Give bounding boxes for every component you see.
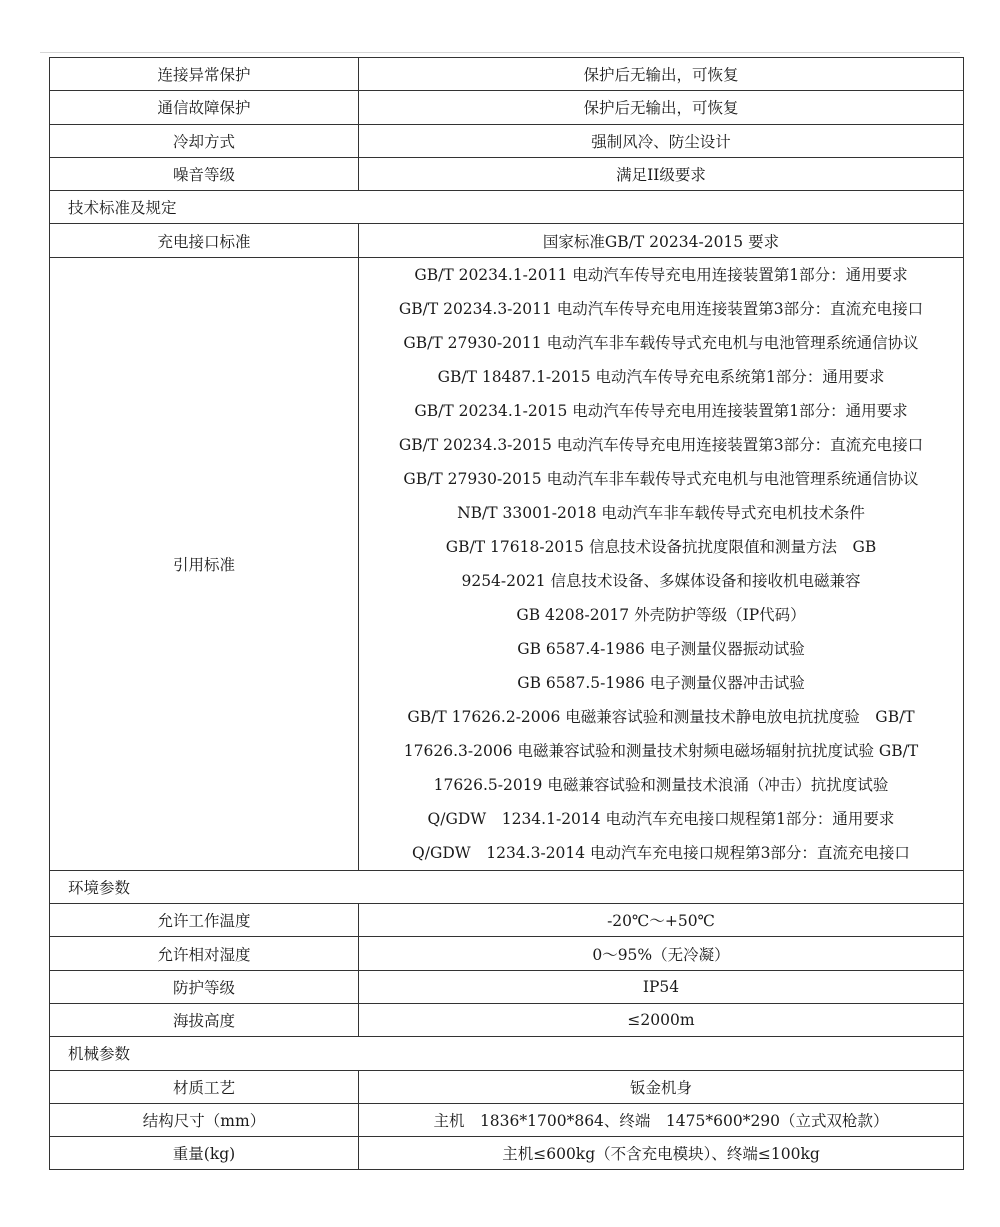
row-value: 满足II级要求 [359, 157, 964, 190]
standard-line: GB/T 17618-2015 信息技术设备抗扰度限值和测量方法 GB [445, 537, 877, 556]
table-row [50, 937, 964, 970]
section-header-tech [50, 191, 964, 224]
row-value: 保护后无输出，可恢复 [359, 58, 964, 91]
row-value: 保护后无输出，可恢复 [359, 91, 964, 124]
standard-line: GB/T 27930-2015 电动汽车非车载传导式充电机与电池管理系统通信协议 [403, 469, 919, 488]
row-value: 国家标准GB/T 20234-2015 要求 [359, 224, 964, 257]
standard-line: GB/T 20234.1-2015 电动汽车传导充电用连接装置第1部分：通用要求 [414, 401, 908, 420]
cited-standards-row [50, 257, 964, 870]
row-label: 重量(kg) [50, 1137, 359, 1170]
standard-line: Q/GDW 1234.3-2014 电动汽车充电接口规程第3部分：直流充电接口 [412, 843, 910, 862]
cited-standards-list [359, 257, 964, 870]
standard-line: GB/T 20234.3-2011 电动汽车传导充电用连接装置第3部分：直流充电接口 [398, 299, 924, 318]
row-value: 主机 1836*1700*864、终端 1475*600*290（立式双枪款） [359, 1103, 964, 1136]
row-label: 冷却方式 [50, 124, 359, 157]
standard-line: 17626.3-2006 电磁兼容试验和测量技术射频电磁场辐射抗扰度试验 GB/T [403, 741, 919, 760]
standard-line: GB/T 20234.1-2011 电动汽车传导充电用连接装置第1部分：通用要求 [414, 265, 908, 284]
standard-line: GB 6587.4-1986 电子测量仪器振动试验 [517, 639, 805, 658]
row-label: 引用标准 [50, 257, 359, 870]
table-row [50, 157, 964, 190]
table-row [50, 970, 964, 1003]
table-row [50, 1137, 964, 1170]
table-row [50, 224, 964, 257]
row-label: 结构尺寸（mm） [50, 1103, 359, 1136]
standard-line: Q/GDW 1234.1-2014 电动汽车充电接口规程第1部分：通用要求 [427, 809, 895, 828]
row-value: 钣金机身 [359, 1070, 964, 1103]
standard-line: GB/T 18487.1-2015 电动汽车传导充电系统第1部分：通用要求 [437, 367, 885, 386]
row-value: 0～95%（无冷凝） [359, 937, 964, 970]
section-title: 环境参数 [50, 870, 964, 903]
row-label: 连接异常保护 [50, 58, 359, 91]
table-row [50, 58, 964, 91]
standard-line: 9254-2021 信息技术设备、多媒体设备和接收机电磁兼容 [461, 571, 861, 590]
row-label: 通信故障保护 [50, 91, 359, 124]
standard-line: GB/T 20234.3-2015 电动汽车传导充电用连接装置第3部分：直流充电接口 [398, 435, 924, 454]
table-row [50, 1003, 964, 1036]
standard-line: 17626.5-2019 电磁兼容试验和测量技术浪涌（冲击）抗扰度试验 [433, 775, 889, 794]
standard-line: GB/T 27930-2011 电动汽车非车载传导式充电机与电池管理系统通信协议 [403, 333, 919, 352]
row-value: ≤2000m [359, 1003, 964, 1036]
row-value: 主机≤600kg（不含充电模块）、终端≤100kg [359, 1137, 964, 1170]
row-value: -20℃～+50℃ [359, 904, 964, 937]
table-row [50, 1070, 964, 1103]
section-header-mech [50, 1037, 964, 1070]
table-row [50, 124, 964, 157]
row-label: 允许工作温度 [50, 904, 359, 937]
table-row [50, 904, 964, 937]
row-label: 材质工艺 [50, 1070, 359, 1103]
standard-line: NB/T 33001-2018 电动汽车非车载传导式充电机技术条件 [457, 503, 865, 522]
standard-line: GB 6587.5-1986 电子测量仪器冲击试验 [517, 673, 805, 692]
row-label: 防护等级 [50, 970, 359, 1003]
spec-table [49, 57, 964, 1170]
row-label: 海拔高度 [50, 1003, 359, 1036]
section-title: 技术标准及规定 [50, 191, 964, 224]
standard-line: GB 4208-2017 外壳防护等级（IP代码） [516, 605, 806, 624]
standard-line: GB/T 17626.2-2006 电磁兼容试验和测量技术静电放电抗扰度验 GB/T [407, 707, 915, 726]
row-value: 强制风冷、防尘设计 [359, 124, 964, 157]
row-value: IP54 [359, 970, 964, 1003]
table-row [50, 1103, 964, 1136]
row-label: 噪音等级 [50, 157, 359, 190]
table-row [50, 91, 964, 124]
section-title: 机械参数 [50, 1037, 964, 1070]
header-rule [40, 52, 960, 53]
row-label: 充电接口标准 [50, 224, 359, 257]
section-header-env [50, 870, 964, 903]
row-label: 允许相对湿度 [50, 937, 359, 970]
